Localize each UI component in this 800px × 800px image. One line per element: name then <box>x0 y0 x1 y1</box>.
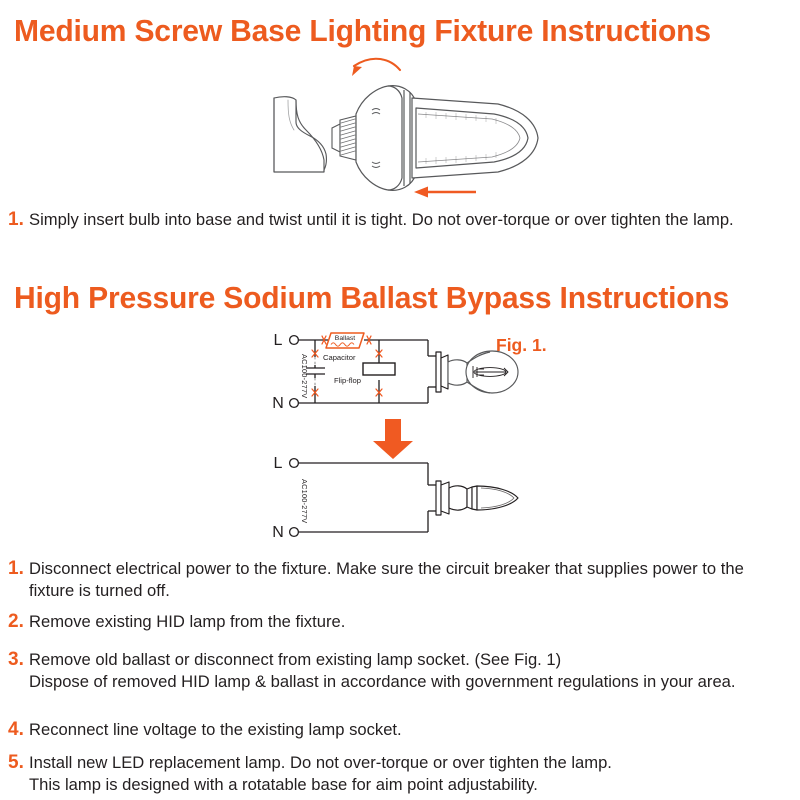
step-number: 4. <box>8 719 24 740</box>
down-arrow-glyph <box>372 419 414 459</box>
supply-voltage-label: AC100-277V <box>300 354 309 399</box>
step-line: Install new LED replacement lamp. Do not over-torque or over tighten the lamp. <box>29 753 612 772</box>
step-line: Reconnect line voltage to the existing lamp socket. <box>29 720 402 739</box>
lamp-socket-drawing <box>236 56 566 206</box>
page-title-hps-ballast-bypass: High Pressure Sodium Ballast Bypass Instructions <box>14 281 730 315</box>
step-line: Dispose of removed HID lamp & ballast in accordance with government regulations in your area. <box>29 671 736 691</box>
step-number: 1. <box>8 558 24 579</box>
terminal-label-neutral: N <box>272 524 284 541</box>
rotate-arrow-icon <box>352 59 400 76</box>
step-item <box>8 611 794 633</box>
figure-label: Fig. 1. <box>496 335 547 355</box>
hid-lamp-symbol <box>436 351 518 393</box>
step-line: fixture is turned off. <box>29 580 170 600</box>
terminal-label-neutral: N <box>272 395 284 412</box>
terminal-node-live <box>290 459 299 468</box>
step-number: 5. <box>8 752 24 773</box>
step-item <box>8 558 794 601</box>
page-title-medium-screw-base: Medium Screw Base Lighting Fixture Instructions <box>14 14 711 48</box>
terminal-label-live: L <box>273 455 283 472</box>
illustration-lamp-into-socket <box>236 56 566 206</box>
led-lamp-symbol <box>436 481 518 515</box>
flip-flop-symbol <box>363 363 395 375</box>
transition-down-arrow-icon <box>372 419 414 459</box>
step-text <box>29 752 794 795</box>
terminal-node-neutral <box>290 399 299 408</box>
ballast-label: Ballast <box>334 335 356 342</box>
wiring-diagram-with-ballast <box>268 332 568 416</box>
step-text <box>29 719 794 741</box>
step-line: Disconnect electrical power to the fixture. Make sure the circuit breaker that supplies power to the <box>29 559 744 578</box>
step-text <box>29 649 794 692</box>
step-item <box>8 209 794 231</box>
step-number: 3. <box>8 649 24 670</box>
step-text <box>29 611 794 633</box>
step-item <box>8 719 794 741</box>
step-number: 1. <box>8 209 24 230</box>
step-line: Remove old ballast or disconnect from existing lamp socket. (See Fig. 1) <box>29 650 562 669</box>
step-number: 2. <box>8 611 24 632</box>
terminal-node-live <box>290 336 299 345</box>
capacitor-label: Capacitor <box>323 353 356 362</box>
flip-flop-label: Flip-flop <box>333 376 361 385</box>
terminal-node-neutral <box>290 528 299 537</box>
step-line: Simply insert bulb into base and twist until it is tight. Do not over-torque or over tighten the lamp. <box>29 210 734 229</box>
terminal-label-live: L <box>273 332 283 349</box>
wiring-diagram-bypass <box>268 455 568 545</box>
insert-direction-arrow-icon <box>414 187 476 198</box>
ballast-circuit-drawing <box>268 332 568 416</box>
supply-voltage-label: AC100-277V <box>300 479 309 524</box>
step-line: This lamp is designed with a rotatable base for aim point adjustability. <box>29 774 538 794</box>
step-item <box>8 752 794 795</box>
bypass-circuit-drawing <box>268 455 568 545</box>
step-item <box>8 649 794 692</box>
step-text <box>29 558 794 601</box>
step-text <box>29 209 794 231</box>
step-line: Remove existing HID lamp from the fixture. <box>29 612 346 631</box>
ballast-symbol <box>326 333 364 348</box>
